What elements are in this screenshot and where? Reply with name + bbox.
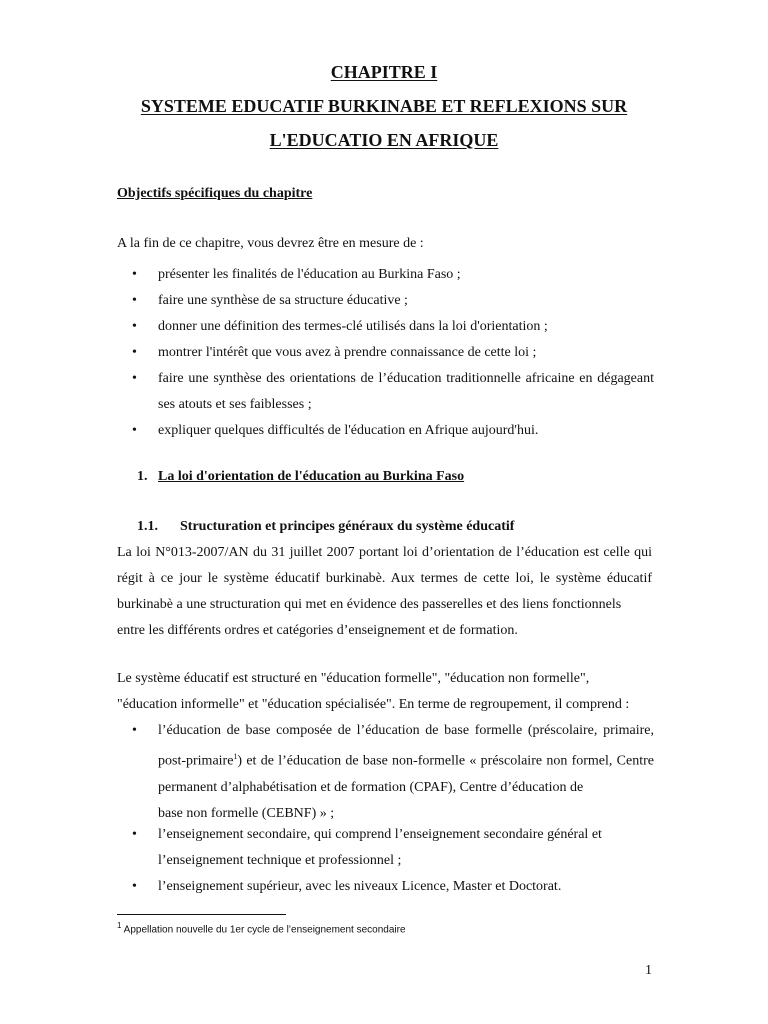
paragraph-text: La loi N°013-2007/AN du 31 juillet 2007 portant loi d’orientation de l’éducation est celle qui régit à ce jour le système éducatif burkinabè. Aux termes de cette loi, le système éducatif burkinabè a une structuration qui met en évidence des passerelles et des liens fonctionnels [117,545,652,612]
structure-item-text-last: base non formelle (CEBNF) » ; [158,805,335,821]
footnote-text: Appellation nouvelle du 1er cycle de l’enseignement secondaire [121,924,406,936]
footnote [117,921,406,935]
page-number: 1 [645,963,652,978]
objective-item: • présenter les finalités de l'éducation au Burkina Faso ; [158,262,654,288]
subsection-title: Structuration et principes généraux du système éducatif [180,519,515,534]
objective-item: • expliquer quelques difficultés de l'éducation en Afrique aujourd'hui. [158,418,654,444]
paragraph-text: Le système éducatif est structuré en "éducation formelle", "éducation non formelle", [117,671,590,686]
section-number: 1. [137,469,148,484]
footnote-separator [117,914,286,915]
footnote-marker: 1 [117,921,122,930]
structure-item-text: ) et de l’éducation de base non-formelle « préscolaire non formel, Centre permanent d’alphabétisation et de formation (CPAF), Centre d’éducation de [158,753,654,795]
section-title: La loi d'orientation de l'éducation au Burkina Faso [158,469,465,484]
objective-item: • faire une synthèse de sa structure éducative ; [158,288,654,314]
structure-item-text: • l’enseignement secondaire, qui comprend l’enseignement secondaire général et [158,827,602,842]
objectives-intro: A la fin de ce chapitre, vous devrez être en mesure de : [117,236,424,251]
footnote-reference[interactable]: 1 [233,752,238,761]
structure-item-secondary [158,822,654,874]
objectives-heading: Objectifs spécifiques du chapitre [117,186,313,201]
structure-item-basic-education [158,718,654,827]
section-heading-1 [137,469,464,485]
objective-item: • donner une définition des termes-clé utilisés dans la loi d'orientation ; [158,314,654,340]
paragraph-1 [117,540,652,644]
subsection-number: 1.1. [137,519,158,534]
structure-item-text-last: l’enseignement technique et professionnel ; [158,853,402,868]
chapter-number: CHAPITRE I [330,62,438,82]
structure-item-higher: • l’enseignement supérieur, avec les niveaux Licence, Master et Doctorat. [158,874,654,900]
chapter-title-line-2: L'EDUCATIO EN AFRIQUE [269,130,499,150]
chapter-title-line-1: SYSTEME EDUCATIF BURKINABE ET REFLEXIONS SUR [140,96,628,116]
paragraph-text-last: "éducation informelle" et "éducation spécialisée". En terme de regroupement, il comprend : [117,697,630,712]
paragraph-2 [117,666,652,718]
section-heading-1-1 [137,519,514,535]
structure-item-text: l’éducation de base composée de l’éducation de base formelle (préscolaire, primaire, post-primaire [158,723,654,769]
paragraph-text-last: entre les différents ordres et catégories d’enseignement et de formation. [117,623,518,638]
objective-item: • faire une synthèse des orientations de l’éducation traditionnelle africaine en dégageant ses atouts et ses faiblesses ; [158,366,654,418]
objective-item: • montrer l'intérêt que vous avez à prendre connaissance de cette loi ; [158,340,654,366]
